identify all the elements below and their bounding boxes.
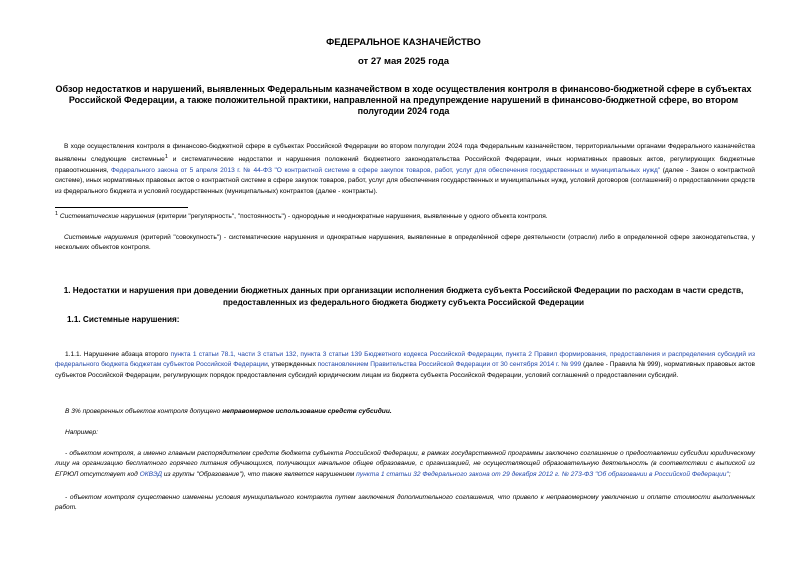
footnote-2-term: Системные нарушения	[64, 234, 139, 241]
intro-text-3: (далее - Закон о контрактной системе), иных нормативных правовых актов о контрактной системе в сфере закупок товаров, работ, услуг для обеспечения государственных и муниципальных нужд, условий договоров (соглашений) о предоставлении средств из федерального бюджета и условий государственных (муниципальных) контрактов (далее - контракты).	[55, 167, 755, 195]
footnote-2-text: (критерий "совокупность") - систематические нарушения и однократные нарушения, выявленные в определённой сфере деятельности (отрасли) либо в определенной сфере законодательства, у нескольких объектов контроля.	[55, 234, 755, 252]
document-date: от 27 мая 2025 года	[357, 56, 450, 67]
organization-title: ФЕДЕРАЛЬНОЕ КАЗНАЧЕЙСТВО	[326, 37, 481, 48]
footnote-1-term: Систематические нарушения	[59, 213, 155, 221]
p1-text-c: (далее - Правила № 999), нормативных правовых актов субъектов Российской Федерации, регулирующих порядок предоставления субсидий юридическим лицам из бюджета субъекта Российской Федерации, условий соглашений о предоставлении субсидий.	[55, 361, 755, 379]
intro-paragraph	[55, 142, 755, 197]
intro-text-1: В ходе осуществления контроля в финансово-бюджетной сфере в субъектах Российской Федерации во втором полугодии 2024 года Федеральным казначейством, территориальными органами Федерального казначейства выявлены следующие системные	[55, 143, 755, 164]
p4-text-a: - объектом контроля, а именно главным распорядителем средств бюджета субъекта Российской Федерации, в рамках государственной программы заключено соглашение о предоставлении субсидии юридическому лицу на организацию бесплатного горячего питания обучающихся, получающих начальное общее образование, с организацией, не осуществляющей образовательную деятельность (в соответствии с выпиской из ЕГРЮЛ отсутствует код	[55, 450, 755, 478]
footnote-divider	[55, 207, 188, 208]
resolution-999-link[interactable]: постановлением Правительства Российской Федерации от 30 сентября 2014 г. № 999	[317, 361, 582, 369]
footnote-1-mark: 1	[55, 211, 59, 217]
paragraph-example-1	[55, 449, 755, 480]
intro-text-2: и систематические недостатки и нарушения положений бюджетного законодательства Российской Федерации, иных нормативных правовых актов, регулирующих бюджетные правоотношения,	[55, 156, 755, 174]
section-1-heading: 1. Недостатки и нарушения при доведении бюджетных данных при организации исполнения бюджета субъекта Российской Федерации по расходам в части средств, предоставленных из федерального бюджета бюджету субъекта Российской Федерации	[63, 286, 744, 307]
paragraph-example-label: Например:	[65, 429, 99, 436]
paragraph-1-1-1	[55, 350, 755, 381]
paragraph-example-2: - объектом контроля существенно изменены условия муниципального контракта путем заключения дополнительного соглашения, что привело к неправомерному увеличению и оплате стоимости выполненных работ.	[55, 494, 755, 512]
footnote-2	[55, 233, 755, 254]
p1-text-b: , утвержденных	[267, 361, 318, 369]
budget-code-link[interactable]: пункта 1 статьи 78.1, части 3 статьи 132, пункта 3 статьи 139 Бюджетного кодекса Российской Федерации, пункта 2 Правил формирования, предоставления и распределения субсидий из федерального бюджета бюджетам субъектов Российской Федерации	[55, 351, 755, 369]
law-44fz-link[interactable]: Федерального закона от 5 апреля 2013 г. № 44-ФЗ "О контрактной системе в сфере закупок товаров, работ, услуг для обеспечения государственных и муниципальных нужд"	[111, 167, 661, 174]
p4-text-b: из группы "Образование"), что также является нарушением	[162, 470, 357, 478]
p2-text-a: В 3% проверенных объектов контроля допущено	[65, 408, 223, 415]
subsection-1-1-heading: 1.1. Системные нарушения:	[67, 315, 180, 324]
footnote-mark: 1	[164, 154, 168, 161]
p1-text-a: 1.1.1. Нарушение абзаца второго	[65, 351, 171, 358]
paragraph-share	[55, 407, 755, 417]
document-title: Обзор недостатков и нарушений, выявленных Федеральным казначейством в ходе осуществления контроля в финансово-бюджетной сфере в субъектах Российской Федерации, а также положительной практики, направленной на предупреждение нарушений в финансово-бюджетной сфере, во втором полугодии 2024 года	[55, 84, 752, 116]
p4-text-c: ;	[728, 470, 731, 478]
footnote-1-text: (критерии "регулярность", "постоянность") - однородные и неоднократные нарушения, выявленные у одного объекта контроля.	[154, 213, 548, 221]
footnote-1	[55, 209, 755, 223]
p2-text-bold: неправомерное использование средств субсидии.	[222, 408, 392, 415]
okved-link[interactable]: ОКВЭД	[139, 470, 163, 478]
education-law-link[interactable]: пункта 1 статьи 32 Федерального закона от 29 декабря 2012 г. № 273-ФЗ "Об образовании в Российской Федерации"	[356, 470, 729, 478]
